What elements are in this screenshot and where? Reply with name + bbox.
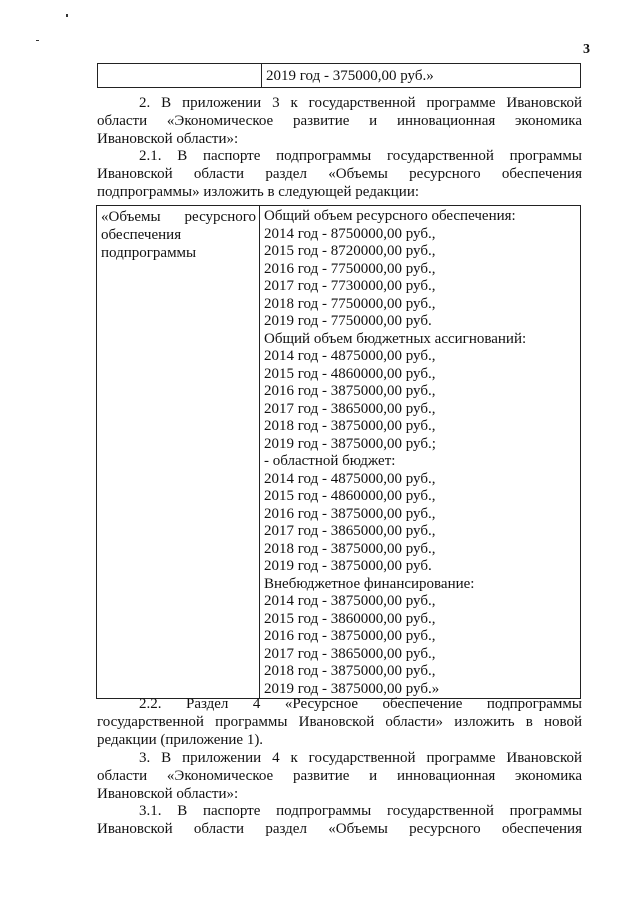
- table-row: 2016 год - 3875000,00 руб.,: [264, 628, 436, 644]
- table-row: 2017 год - 7730000,00 руб.,: [264, 278, 436, 294]
- label-line: «Объемы ресурсного: [101, 209, 256, 225]
- table-row: Общий объем ресурсного обеспечения:: [264, 208, 516, 224]
- table-row: 2018 год - 7750000,00 руб.,: [264, 295, 436, 312]
- table-row: 2015 год - 3860000,00 руб.,: [264, 610, 436, 627]
- text-line: Ивановской области»:: [97, 786, 239, 802]
- scan-speck: [66, 14, 68, 17]
- text-line: области «Экономическое развитие и инновационная экономика: [97, 768, 582, 784]
- table-row: Внебюджетное финансирование:: [264, 575, 475, 592]
- table-row: 2014 год - 4875000,00 руб.,: [264, 348, 436, 364]
- scan-speck: [36, 40, 39, 41]
- label-line: обеспечения: [101, 227, 182, 243]
- text-line: 2. В приложении 3 к государственной программе Ивановской: [139, 95, 582, 111]
- label-line: подпрограммы: [101, 245, 197, 261]
- table-row: 2017 год - 3865000,00 руб.,: [264, 523, 436, 539]
- text-line: 2.1. В паспорте подпрограммы государственной программы: [139, 148, 582, 164]
- table-row: 2014 год - 8750000,00 руб.,: [264, 225, 436, 242]
- paragraph-2-2: [97, 695, 582, 749]
- paragraph-3: [97, 749, 582, 803]
- table-row: 2017 год - 3865000,00 руб.,: [264, 400, 436, 417]
- table-row: 2019 год - 3875000,00 руб.»: [264, 680, 440, 697]
- table-row: 2018 год - 3875000,00 руб.,: [264, 418, 436, 434]
- paragraph-2: [97, 94, 582, 148]
- continued-table-empty-cell: [98, 64, 262, 88]
- resource-table-values-cell: [260, 206, 581, 699]
- text-line: области «Экономическое развитие и инновационная экономика: [97, 113, 582, 129]
- table-row: 2015 год - 8720000,00 руб.,: [264, 243, 436, 259]
- table-row: - областной бюджет:: [264, 453, 396, 469]
- table-row: 2019 год - 7750000,00 руб.: [264, 313, 432, 329]
- table-row: 2016 год - 7750000,00 руб.,: [264, 260, 436, 277]
- text-line: Ивановской области»:: [97, 131, 239, 147]
- resource-table-label-cell: [97, 206, 260, 699]
- paragraph-2-1: [97, 147, 582, 201]
- text-line: редакции (приложение 1).: [97, 732, 264, 748]
- table-row: Общий объем бюджетных ассигнований:: [264, 330, 527, 347]
- table-row: 2017 год - 3865000,00 руб.,: [264, 645, 436, 662]
- table-row: 2014 год - 3875000,00 руб.,: [264, 593, 436, 609]
- page-number: 3: [583, 42, 590, 57]
- table-row: 2018 год - 3875000,00 руб.,: [264, 663, 436, 679]
- table-row: 2016 год - 3875000,00 руб.,: [264, 505, 436, 522]
- resource-table: [96, 205, 581, 699]
- table-row: 2015 год - 4860000,00 руб.,: [264, 488, 436, 504]
- table-row: 2019 год - 3875000,00 руб.;: [264, 435, 436, 452]
- text-line: 3.1. В паспорте подпрограммы государственной программы: [139, 803, 582, 819]
- text-line: 2.2. Раздел 4 «Ресурсное обеспечение подпрограммы: [139, 696, 582, 712]
- table-row: 2015 год - 4860000,00 руб.,: [264, 365, 436, 382]
- text-line: Ивановской области раздел «Объемы ресурсного обеспечения: [97, 821, 582, 837]
- text-line: государственной программы Ивановской области» изложить в новой: [97, 714, 582, 730]
- paragraph-3-1: [97, 802, 582, 838]
- table-row: 2019 год - 3875000,00 руб.: [264, 558, 432, 574]
- table-row: 2018 год - 3875000,00 руб.,: [264, 540, 436, 557]
- continued-table-cell: 2019 год - 375000,00 руб.»: [262, 64, 581, 88]
- table-row: 2016 год - 3875000,00 руб.,: [264, 383, 436, 399]
- table-row: 2014 год - 4875000,00 руб.,: [264, 470, 436, 487]
- text-line: подпрограммы» изложить в следующей редакции:: [97, 184, 420, 200]
- continued-table: [97, 63, 581, 88]
- text-line: 3. В приложении 4 к государственной программе Ивановской: [139, 750, 582, 766]
- text-line: Ивановской области раздел «Объемы ресурсного обеспечения: [97, 166, 582, 182]
